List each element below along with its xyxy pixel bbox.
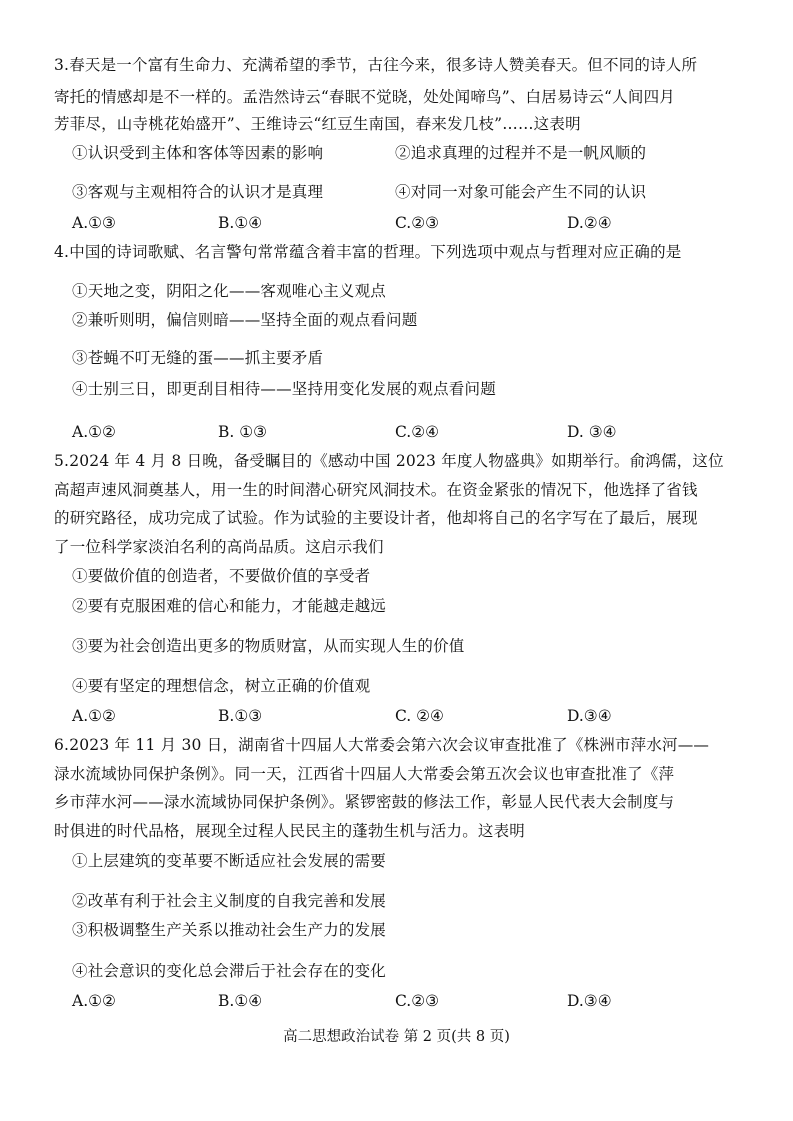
q6-item-4: ④社会意识的变化总会滞后于社会存在的变化 [72,962,387,980]
q6-choice-c: C.②③ [395,992,440,1010]
q3-item-3: ③客观与主观相符合的认识才是真理 [72,183,324,201]
q6-choice-b: B.①④ [218,992,263,1010]
q5-stem-line-1: 5.2024 年 4 月 8 日晚，备受瞩目的《感动中国 2023 年度人物盛典》如期举行。俞鸿儒，这位 [54,452,724,470]
q4-choice-c: C.②④ [395,423,440,441]
q5-choice-a: A.①② [72,707,116,725]
q4-choice-b: B. ①③ [218,423,268,441]
q6-stem-line-2: 渌水流域协同保护条例》。同一天，江西省十四届人大常委会第五次会议也审查批准了《萍 [54,765,675,783]
q4-choice-a: A.①② [72,423,116,441]
q6-stem-line-1: 6.2023 年 11 月 30 日，湖南省十四届人大常委会第六次会议审查批准了《株洲市萍水河—— [54,736,710,754]
q4-item-1: ①天地之变，阴阳之化——客观唯心主义观点 [72,282,387,300]
q5-stem-line-4: 了一位科学家淡泊名利的高尚品质。这启示我们 [54,538,384,556]
q6-item-3: ③积极调整生产关系以推动社会生产力的发展 [72,921,387,939]
q6-stem-line-4: 时俱进的时代品格，展现全过程人民民主的蓬勃生机与活力。这表明 [54,822,526,840]
q6-item-2: ②改革有利于社会主义制度的自我完善和发展 [72,892,387,910]
q5-choice-b: B.①③ [218,707,263,725]
q6-choice-a: A.①② [72,992,116,1010]
q5-choice-d: D.③④ [567,707,612,725]
q3-item-2: ②追求真理的过程并不是一帆风顺的 [395,144,647,162]
q4-item-2: ②兼听则明，偏信则暗——坚持全面的观点看问题 [72,311,418,329]
q3-stem-line-3: 芳菲尽，山寺桃花始盛开”、王维诗云“红豆生南国，春来发几枝”……这表明 [54,115,581,133]
q3-item-4: ④对同一对象可能会产生不同的认识 [395,183,647,201]
q3-stem-line-2: 寄托的情感却是不一样的。孟浩然诗云“春眠不觉晓，处处闻啼鸟”、白居易诗云“人间四月 [54,88,675,106]
q3-choice-d: D.②④ [567,214,612,232]
q5-item-2: ②要有克服困难的信心和能力，才能越走越远 [72,597,387,615]
q5-item-1: ①要做价值的创造者，不要做价值的享受者 [72,567,371,585]
page-footer: 高二思想政治试卷 第 2 页(共 8 页) [283,1029,510,1045]
q5-stem-line-3: 的研究路径，成功完成了试验。作为试验的主要设计者，他却将自己的名字写在了最后，展现 [54,509,698,527]
q5-item-3: ③要为社会创造出更多的物质财富，从而实现人生的价值 [72,637,465,655]
q4-stem-line-1: 4.中国的诗词歌赋、名言警句常常蕴含着丰富的哲理。下列选项中观点与哲理对应正确的是 [54,243,682,261]
q4-item-4: ④士别三日，即更刮目相待——坚持用变化发展的观点看问题 [72,380,496,398]
q4-item-3: ③苍蝇不叮无缝的蛋——抓主要矛盾 [72,349,324,367]
q4-choice-d: D. ③④ [567,423,617,441]
q3-choice-a: A.①③ [72,214,116,232]
q3-item-1: ①认识受到主体和客体等因素的影响 [72,144,324,162]
q5-item-4: ④要有坚定的理想信念，树立正确的价值观 [72,677,371,695]
q3-choice-b: B.①④ [218,214,263,232]
q6-item-1: ①上层建筑的变革要不断适应社会发展的需要 [72,852,387,870]
q6-choice-d: D.③④ [567,992,612,1010]
q5-choice-c: C. ②④ [395,707,444,725]
q3-stem-line-1: 3.春天是一个富有生命力、充满希望的季节，古往今来，很多诗人赞美春天。但不同的诗人所 [54,56,698,74]
q3-choice-c: C.②③ [395,214,440,232]
q5-stem-line-2: 高超声速风洞奠基人，用一生的时间潜心研究风洞技术。在资金紧张的情况下，他选择了省钱 [54,481,698,499]
q6-stem-line-3: 乡市萍水河——渌水流域协同保护条例》。紧锣密鼓的修法工作，彰显人民代表大会制度与 [54,793,675,811]
